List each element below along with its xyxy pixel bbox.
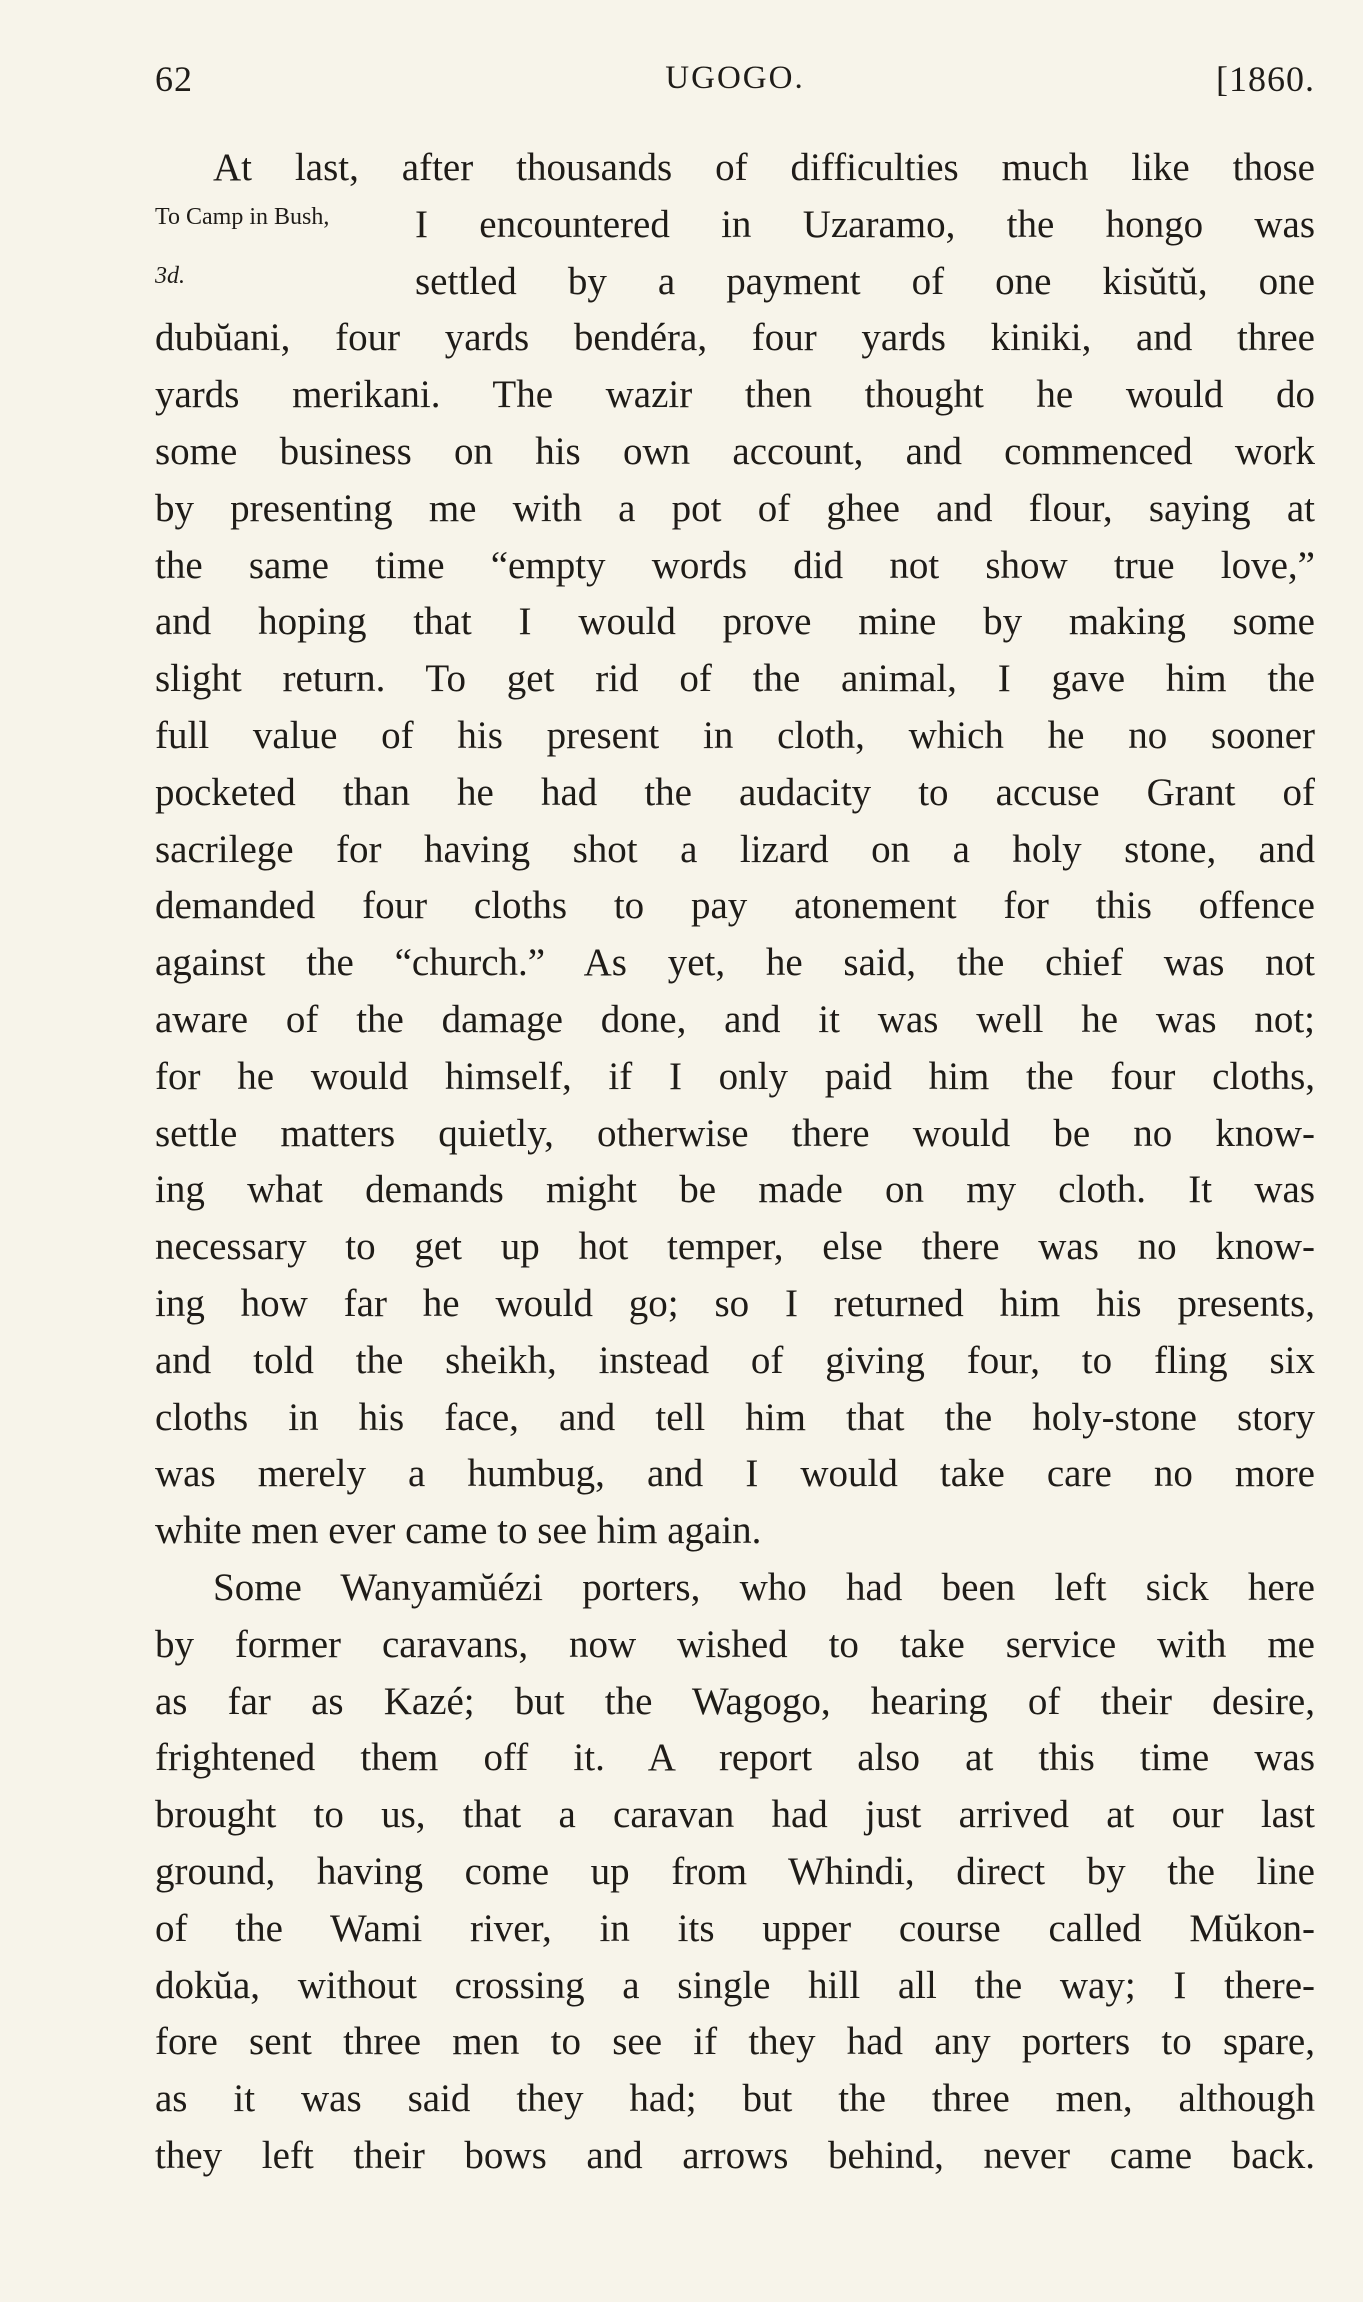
text-line-23: cloths in his face, and tell him that the holy-stone story — [155, 1395, 1315, 1439]
text-line-29: frightened them off it. A report also at this time was — [155, 1736, 1315, 1780]
year-heading: [1860. — [1216, 59, 1315, 99]
text-line-35: as it was said they had; but the three men, although — [155, 2077, 1315, 2121]
text-line-25: white men ever came to see him again. — [155, 1509, 762, 1553]
text-line-20: necessary to get up hot temper, else there was no know- — [155, 1225, 1315, 1269]
text-line-12: pocketed than he had the audacity to accuse Grant of — [155, 770, 1315, 814]
text-line-2 — [155, 197, 1315, 254]
text-line-22: and told the sheikh, instead of giving four, to fling six — [155, 1338, 1315, 1382]
text-line-14: demanded four cloths to pay atonement for this offence — [155, 884, 1315, 928]
text-line-34: fore sent three men to see if they had any porters to spare, — [155, 2020, 1315, 2064]
text-line-32: of the Wami river, in its upper course called Mŭkon- — [155, 1906, 1315, 1950]
text-line-3 — [155, 254, 1315, 311]
text-line-27: by former caravans, now wished to take service with me — [155, 1622, 1315, 1666]
text-line-3-content: settled by a payment of one kisŭtŭ, one — [415, 259, 1315, 303]
text-line-13: sacrilege for having shot a lizard on a holy stone, and — [155, 827, 1315, 871]
text-line-5: yards merikani. The wazir then thought he would do — [155, 373, 1315, 417]
page-number: 62 — [155, 59, 193, 99]
text-line-1: At last, after thousands of difficulties much like those — [213, 146, 1315, 189]
text-line-30: brought to us, that a caravan had just arrived at our last — [155, 1793, 1315, 1837]
text-line-19: ing what demands might be made on my cloth. It was — [155, 1168, 1315, 1212]
text-line-11: full value of his present in cloth, which he no sooner — [155, 713, 1315, 757]
text-line-26: Some Wanyamŭézi porters, who had been left sick here — [213, 1565, 1315, 1609]
text-line-16: aware of the damage done, and it was well he was not; — [155, 997, 1315, 1041]
text-line-2-content: I encountered in Uzaramo, the hongo was — [415, 202, 1315, 246]
text-line-36: they left their bows and arrows behind, never came back. — [155, 2133, 1315, 2177]
margin-note-day: 3d. — [155, 262, 185, 289]
text-line-24: was merely a humbug, and I would take care no more — [155, 1452, 1315, 1496]
text-line-21: ing how far he would go; so I returned him his presents, — [155, 1281, 1315, 1325]
text-line-4: dubŭani, four yards bendéra, four yards kiniki, and three — [155, 316, 1315, 360]
text-line-15: against the “church.” As yet, he said, the chief was not — [155, 941, 1315, 985]
text-line-6: some business on his own account, and commenced work — [155, 429, 1315, 473]
text-line-17: for he would himself, if I only paid him the four cloths, — [155, 1054, 1315, 1098]
text-line-18: settle matters quietly, otherwise there would be no know- — [155, 1111, 1315, 1155]
text-line-8: the same time “empty words did not show true love,” — [155, 543, 1315, 587]
text-line-33: dokŭa, without crossing a single hill all the way; I there- — [155, 1963, 1315, 2007]
running-head: UGOGO. — [665, 60, 805, 96]
text-line-31: ground, having come up from Whindi, direct by the line — [155, 1849, 1315, 1893]
body-text — [155, 140, 1315, 2185]
text-line-28: as far as Kazé; but the Wagogo, hearing of their desire, — [155, 1679, 1315, 1723]
text-line-9: and hoping that I would prove mine by making some — [155, 600, 1315, 644]
page-header — [155, 58, 1315, 108]
margin-note-route: To Camp in Bush, — [155, 203, 330, 230]
text-line-10: slight return. To get rid of the animal, I gave him the — [155, 657, 1315, 701]
text-line-7: by presenting me with a pot of ghee and flour, saying at — [155, 486, 1315, 530]
